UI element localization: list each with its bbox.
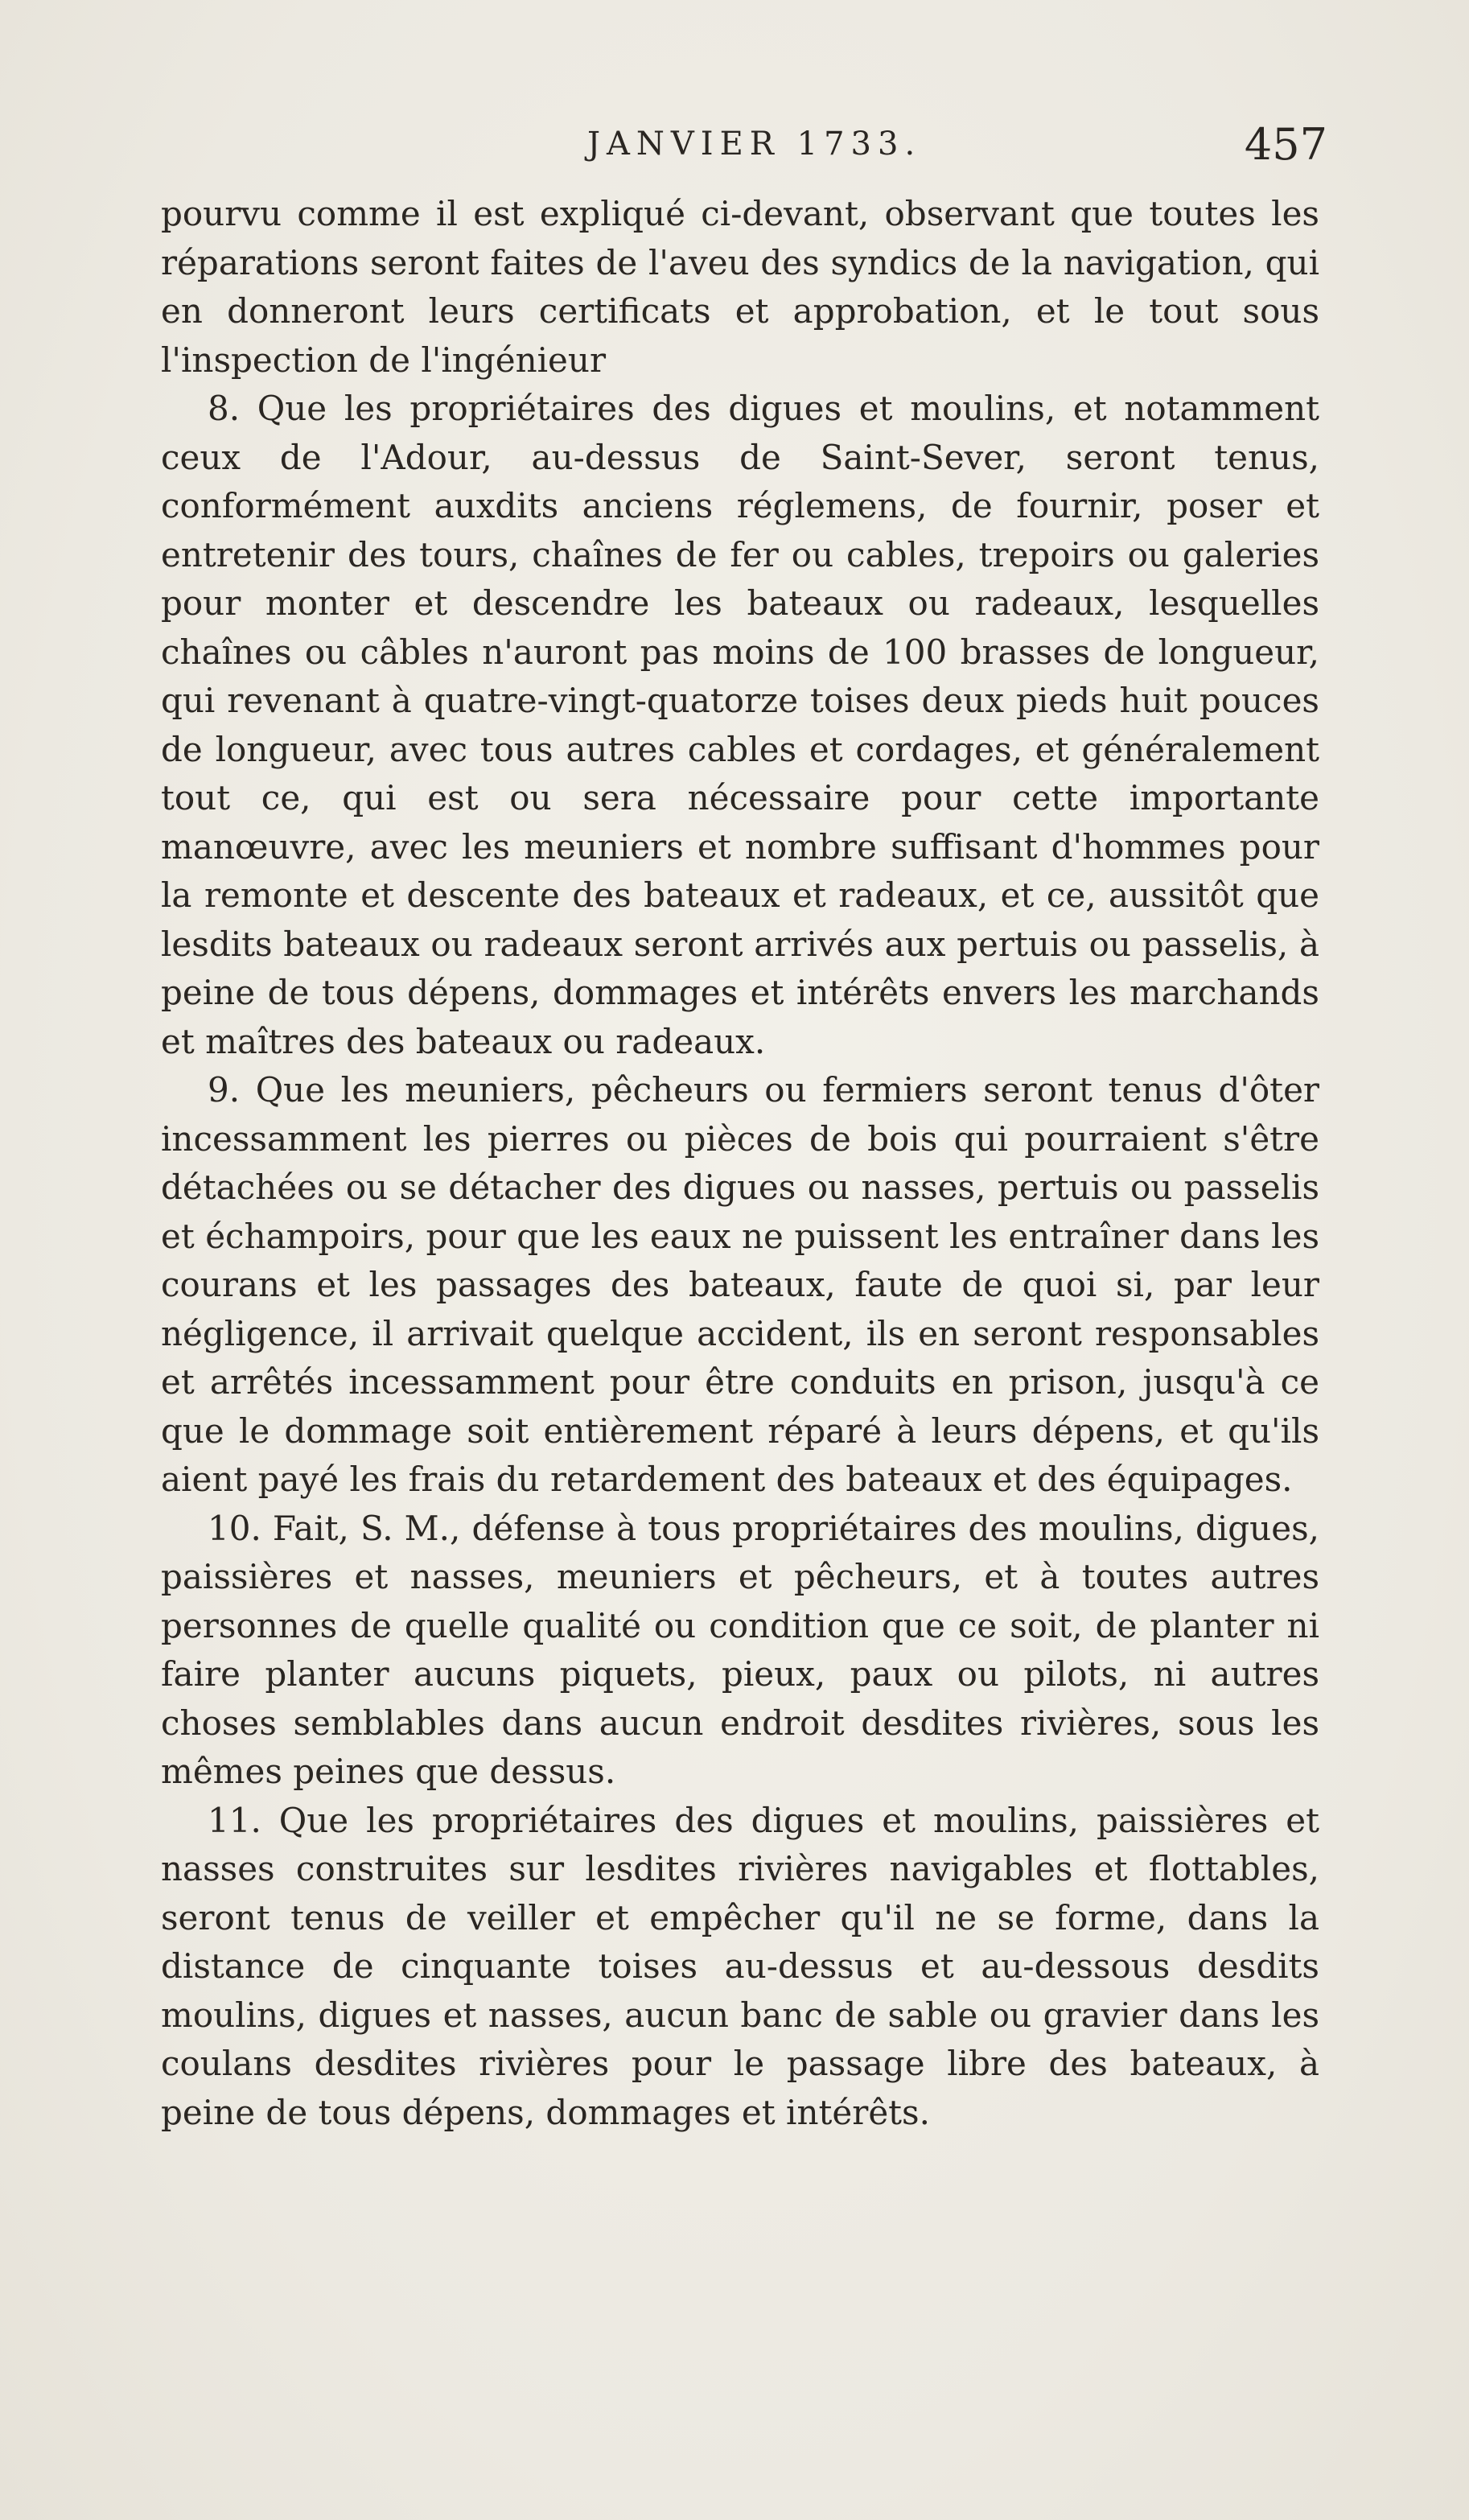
paragraph-continuation: pourvu comme il est expliqué ci-devant, observant que toutes les réparations seront faites de l'aveu des syndics de la navigation, qui en donneront leurs certificats et approbation, et le tout sous l'inspection de l'ingénieur xyxy=(161,194,1319,380)
body-text xyxy=(161,190,1319,2137)
page-header xyxy=(161,119,1327,175)
page-number: 457 xyxy=(1244,119,1327,170)
running-head: JANVIER 1733. xyxy=(587,126,922,163)
paragraph-article-11: 11. Que les propriétaires des digues et moulins, paissières et nasses construites sur lesdites rivières navigables et flottables, seront tenus de veiller et empêcher qu'il ne se forme, dans la distance de cinquante toises au-dessus et au-dessous desdits moulins, digues et nasses, aucun banc de sable ou gravier dans les coulans desdites rivières pour le passage libre des bateaux, à peine de tous dépens, dommages et intérêts. xyxy=(161,1800,1319,2132)
paragraph-article-10: 10. Fait, S. M., défense à tous propriétaires des moulins, digues, paissières et nasses, meuniers et pêcheurs, et à toutes autres personnes de quelle qualité ou condition que ce soit, de planter ni faire planter aucuns piquets, pieux, paux ou pilots, ni autres choses semblables dans aucun endroit desdites rivières, sous les mêmes peines que dessus. xyxy=(161,1508,1319,1791)
paragraph-article-8: 8. Que les propriétaires des digues et moulins, et notamment ceux de l'Adour, au-dessus de Saint-Sever, seront tenus, conformément auxdits anciens réglemens, de fournir, poser et entretenir des tours, chaînes de fer ou cables, trepoirs ou galeries pour monter et descendre les bateaux ou radeaux, lesquelles chaînes ou câbles n'auront pas moins de 100 brasses de longueur, qui revenant à quatre-vingt-quatorze toises deux pieds huit pouces de longueur, avec tous autres cables et cordages, et généralement tout ce, qui est ou sera nécessaire pour cette importante manœuvre, avec les meuniers et nombre suffisant d'hommes pour la remonte et descente des bateaux et radeaux, et ce, aussitôt que lesdits bateaux ou radeaux seront arrivés aux pertuis ou passelis, à peine de tous dépens, dommages et intérêts envers les marchands et maîtres des bateaux ou radeaux. xyxy=(161,389,1319,1061)
paragraph-article-9: 9. Que les meuniers, pêcheurs ou fermiers seront tenus d'ôter incessamment les pierres ou pièces de bois qui pourraient s'être détachées ou se détacher des digues ou nasses, pertuis ou passelis et échampoirs, pour que les eaux ne puissent les entraîner dans les courans et les passages des bateaux, faute de quoi si, par leur négligence, il arrivait quelque accident, ils en seront responsables et arrêtés incessamment pour être conduits en prison, jusqu'à ce que le dommage soit entièrement réparé à leurs dépens, et qu'ils aient payé les frais du retardement des bateaux et des équipages. xyxy=(161,1070,1319,1499)
